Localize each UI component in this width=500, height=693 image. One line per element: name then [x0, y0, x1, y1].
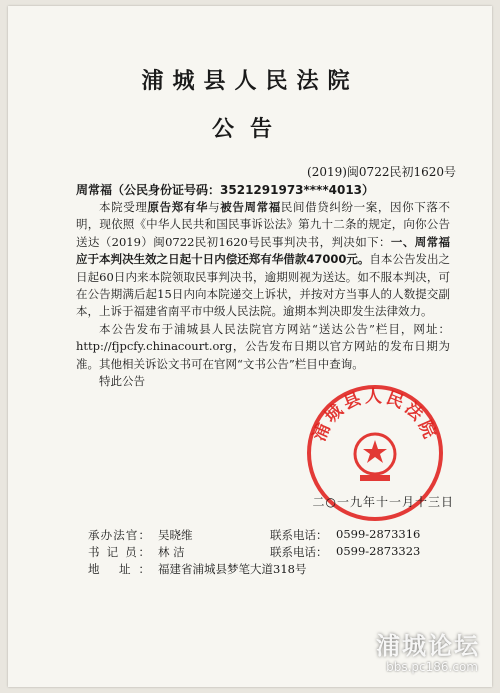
- court-name: 浦城县人民法院: [141, 68, 359, 94]
- emblem-icon: [355, 434, 395, 481]
- contact-value: 吴晓维: [158, 528, 193, 542]
- notice-body: [76, 199, 450, 390]
- paragraph-publish: 本公告发布于浦城县人民法院官方网站“送达公告”栏目，网址：http://fjpcfy.chinacourt.org，公告发布日期以官方网站的发布日期为准。其他相关诉讼文书可在官网“文书公告”栏目中查询。: [76, 321, 450, 371]
- seal-text: 浦城县人民法院: [309, 386, 441, 445]
- contact-label: 书 记 员：: [88, 545, 150, 559]
- defendant: 被告周常福: [220, 200, 281, 214]
- tel-value: 0599-2873316: [336, 527, 421, 541]
- tel-value: 0599-2873323: [336, 544, 421, 558]
- paragraph-closing: 特此公告: [99, 374, 145, 389]
- text-segment: 与: [208, 200, 221, 214]
- forum-watermark-url: bbs.pc186.com: [386, 660, 478, 674]
- plaintiff: 原告郑有华: [147, 200, 209, 214]
- party-line: [76, 181, 374, 198]
- paragraph-main: [76, 199, 450, 321]
- contact-label: 地 址：: [88, 562, 150, 576]
- address-value: 福建省浦城县梦笔大道318号: [158, 562, 307, 576]
- text-segment: 本院受理: [99, 200, 148, 214]
- contact-row: [88, 544, 448, 561]
- document-title: 公告: [211, 116, 288, 142]
- contact-label: 承办法官：: [88, 528, 150, 542]
- case-number: (2019)闽0722民初1620号: [307, 165, 456, 179]
- forum-watermark: 浦城论坛: [376, 632, 480, 660]
- party-name: 周常福: [76, 183, 113, 197]
- contact-row: [88, 527, 448, 544]
- contact-block: [88, 527, 448, 578]
- text-segment: 自本公告发出之日起60日内来本院领取民事判决书，逾期则视为送达。如不服本判决，可在公告期满后起15日内向本院递交上诉状，并按对方当事人的人数提交副本，上诉于福建省南平市中级人民法院。逾期本判决即发生法律效力。: [76, 252, 450, 319]
- tel-label: 联系电话：: [270, 528, 328, 542]
- contact-value: 林 洁: [158, 545, 185, 559]
- contact-row: [88, 561, 448, 578]
- judgment-text: 一、周常福应于本判决生效之日起十日内偿还郑有华借款47000元。: [76, 234, 450, 267]
- tel-label: 联系电话：: [270, 545, 328, 559]
- party-id: （公民身份证号码：3521291973****4013）: [112, 183, 375, 197]
- text-segment: 民间借贷纠纷一案，因你下落不明，现依照《中华人民共和国民事诉讼法》第九十二条的规定，向你公告送达（2019）闽0722民初1620号民事判决书，判决如下：: [76, 200, 450, 249]
- issue-date: 二○一九年十一月十三日: [312, 495, 454, 509]
